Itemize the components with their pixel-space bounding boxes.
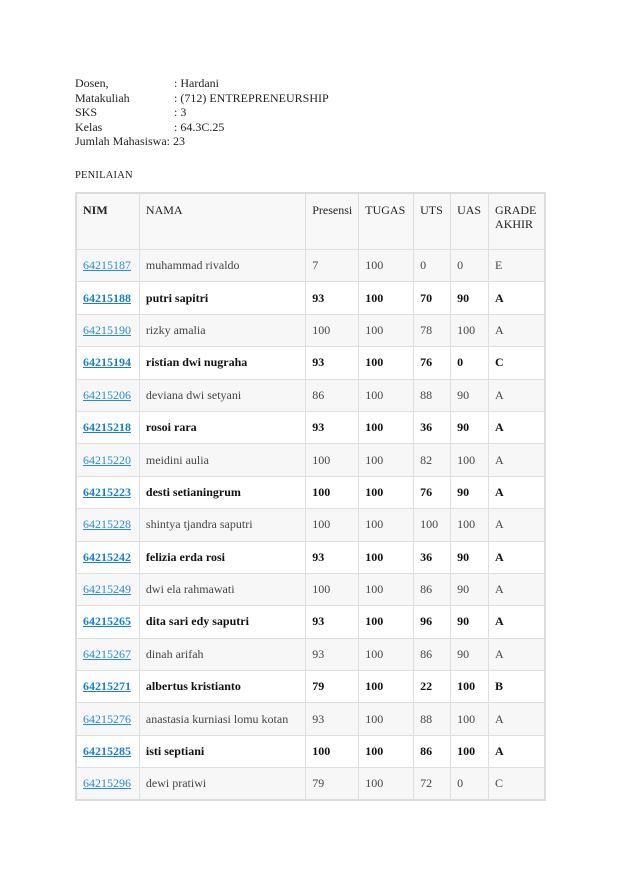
cell-uas: 90 bbox=[451, 282, 489, 314]
nim-link[interactable]: 64215271 bbox=[83, 679, 131, 694]
cell-uts: 72 bbox=[414, 768, 451, 800]
table-row bbox=[76, 476, 545, 508]
cell-tugas: 100 bbox=[359, 735, 414, 767]
cell-presensi: 93 bbox=[306, 541, 359, 573]
nim-link[interactable]: 64215190 bbox=[83, 322, 131, 337]
table-row bbox=[76, 768, 545, 800]
cell-nim bbox=[76, 347, 139, 379]
cell-nama: felizia erda rosi bbox=[139, 541, 305, 573]
cell-nim bbox=[76, 541, 139, 573]
nim-link[interactable]: 64215228 bbox=[83, 517, 131, 532]
matakuliah-label: Matakuliah bbox=[75, 90, 130, 105]
cell-nim bbox=[76, 606, 139, 638]
cell-uts: 86 bbox=[414, 735, 451, 767]
jumlah-value: : 23 bbox=[166, 134, 185, 148]
table-row bbox=[76, 735, 545, 767]
sks-value: : 3 bbox=[174, 105, 187, 119]
cell-uas: 90 bbox=[451, 638, 489, 670]
nim-link[interactable]: 64215223 bbox=[83, 484, 131, 499]
cell-presensi: 86 bbox=[306, 379, 359, 411]
cell-grade: A bbox=[489, 541, 545, 573]
cell-tugas: 100 bbox=[359, 671, 414, 703]
table-row bbox=[76, 379, 545, 411]
cell-uas: 0 bbox=[451, 347, 489, 379]
cell-nama: desti setianingrum bbox=[139, 476, 305, 508]
nim-link[interactable]: 64215218 bbox=[83, 420, 131, 435]
cell-grade: A bbox=[489, 411, 545, 443]
matakuliah-value: : (712) ENTREPRENEURSHIP bbox=[174, 90, 329, 105]
cell-uas: 0 bbox=[451, 768, 489, 800]
cell-nim bbox=[76, 735, 139, 767]
kelas-value: : 64.3C.25 bbox=[174, 119, 225, 134]
cell-uts: 88 bbox=[414, 703, 451, 735]
kelas-label: Kelas bbox=[75, 119, 103, 134]
cell-tugas: 100 bbox=[359, 541, 414, 573]
cell-tugas: 100 bbox=[359, 282, 414, 314]
col-header-presensi: Presensi bbox=[306, 193, 359, 250]
cell-grade: A bbox=[489, 509, 545, 541]
cell-uts: 86 bbox=[414, 638, 451, 670]
cell-presensi: 100 bbox=[306, 573, 359, 605]
cell-uas: 90 bbox=[451, 606, 489, 638]
cell-nim bbox=[76, 282, 139, 314]
cell-nim bbox=[76, 250, 139, 282]
nim-link[interactable]: 64215267 bbox=[83, 646, 131, 661]
cell-nim bbox=[76, 379, 139, 411]
jumlah-label: Jumlah Mahasiswa bbox=[75, 134, 167, 148]
cell-tugas: 100 bbox=[359, 411, 414, 443]
table-row bbox=[76, 444, 545, 476]
cell-nama: ristian dwi nugraha bbox=[139, 347, 305, 379]
table-row bbox=[76, 411, 545, 443]
cell-tugas: 100 bbox=[359, 573, 414, 605]
matakuliah-row bbox=[75, 91, 329, 106]
grades-table bbox=[75, 192, 546, 801]
cell-nama: rizky amalia bbox=[139, 314, 305, 346]
cell-tugas: 100 bbox=[359, 638, 414, 670]
cell-grade: A bbox=[489, 573, 545, 605]
sks-label: SKS bbox=[75, 105, 98, 119]
cell-uts: 100 bbox=[414, 509, 451, 541]
cell-uas: 90 bbox=[451, 573, 489, 605]
col-header-uas: UAS bbox=[451, 193, 489, 250]
cell-nama: dewi pratiwi bbox=[139, 768, 305, 800]
cell-uts: 22 bbox=[414, 671, 451, 703]
cell-uts: 70 bbox=[414, 282, 451, 314]
cell-grade: E bbox=[489, 250, 545, 282]
cell-nim bbox=[76, 573, 139, 605]
cell-uts: 96 bbox=[414, 606, 451, 638]
jumlah-row bbox=[75, 134, 329, 149]
cell-nama: putri sapitri bbox=[139, 282, 305, 314]
cell-tugas: 100 bbox=[359, 444, 414, 476]
nim-link[interactable]: 64215242 bbox=[83, 549, 131, 564]
table-row bbox=[76, 606, 545, 638]
cell-grade: A bbox=[489, 638, 545, 670]
col-header-tugas: TUGAS bbox=[359, 193, 414, 250]
cell-nim bbox=[76, 411, 139, 443]
cell-uas: 100 bbox=[451, 509, 489, 541]
nim-link[interactable]: 64215249 bbox=[83, 582, 131, 597]
cell-grade: A bbox=[489, 379, 545, 411]
cell-presensi: 100 bbox=[306, 314, 359, 346]
col-header-uts: UTS bbox=[414, 193, 451, 250]
nim-link[interactable]: 64215296 bbox=[83, 776, 131, 791]
table-row bbox=[76, 314, 545, 346]
section-title: PENILAIAN bbox=[75, 170, 133, 181]
cell-uas: 0 bbox=[451, 250, 489, 282]
cell-grade: C bbox=[489, 768, 545, 800]
cell-presensi: 100 bbox=[306, 735, 359, 767]
table-row bbox=[76, 347, 545, 379]
nim-link[interactable]: 64215187 bbox=[83, 258, 131, 273]
cell-presensi: 93 bbox=[306, 606, 359, 638]
nim-link[interactable]: 64215194 bbox=[83, 355, 131, 370]
table-header-row bbox=[76, 193, 545, 250]
cell-uas: 100 bbox=[451, 444, 489, 476]
cell-uts: 0 bbox=[414, 250, 451, 282]
nim-link[interactable]: 64215285 bbox=[83, 744, 131, 759]
col-header-nama: NAMA bbox=[139, 193, 305, 250]
cell-uas: 90 bbox=[451, 541, 489, 573]
cell-grade: A bbox=[489, 282, 545, 314]
table-row bbox=[76, 509, 545, 541]
cell-presensi: 93 bbox=[306, 282, 359, 314]
cell-tugas: 100 bbox=[359, 379, 414, 411]
cell-presensi: 93 bbox=[306, 638, 359, 670]
cell-nim bbox=[76, 768, 139, 800]
cell-tugas: 100 bbox=[359, 768, 414, 800]
cell-nim bbox=[76, 509, 139, 541]
cell-tugas: 100 bbox=[359, 509, 414, 541]
cell-nama: albertus kristianto bbox=[139, 671, 305, 703]
cell-presensi: 79 bbox=[306, 671, 359, 703]
cell-nim bbox=[76, 444, 139, 476]
cell-presensi: 100 bbox=[306, 509, 359, 541]
cell-nama: anastasia kurniasi lomu kotan bbox=[139, 703, 305, 735]
cell-nim bbox=[76, 671, 139, 703]
cell-presensi: 79 bbox=[306, 768, 359, 800]
dosen-value: : Hardani bbox=[174, 76, 219, 90]
cell-uas: 90 bbox=[451, 379, 489, 411]
cell-nama: rosoi rara bbox=[139, 411, 305, 443]
table-row bbox=[76, 671, 545, 703]
cell-grade: A bbox=[489, 703, 545, 735]
cell-tugas: 100 bbox=[359, 347, 414, 379]
grades-table-body bbox=[76, 250, 545, 801]
cell-uts: 78 bbox=[414, 314, 451, 346]
table-row bbox=[76, 282, 545, 314]
col-header-grade: GRADE AKHIR bbox=[489, 193, 545, 250]
cell-nama: deviana dwi setyani bbox=[139, 379, 305, 411]
cell-nim bbox=[76, 314, 139, 346]
cell-nama: muhammad rivaldo bbox=[139, 250, 305, 282]
cell-uts: 82 bbox=[414, 444, 451, 476]
cell-tugas: 100 bbox=[359, 703, 414, 735]
table-row bbox=[76, 250, 545, 282]
course-info-header bbox=[75, 76, 329, 149]
nim-link[interactable]: 64215206 bbox=[83, 387, 131, 402]
cell-grade: A bbox=[489, 606, 545, 638]
nim-link[interactable]: 64215265 bbox=[83, 614, 131, 629]
sks-row bbox=[75, 105, 329, 120]
cell-uas: 100 bbox=[451, 703, 489, 735]
cell-uts: 86 bbox=[414, 573, 451, 605]
cell-uts: 36 bbox=[414, 541, 451, 573]
table-row bbox=[76, 638, 545, 670]
cell-uas: 100 bbox=[451, 671, 489, 703]
cell-nama: dwi ela rahmawati bbox=[139, 573, 305, 605]
cell-uts: 76 bbox=[414, 347, 451, 379]
nim-link[interactable]: 64215276 bbox=[83, 711, 131, 726]
cell-tugas: 100 bbox=[359, 250, 414, 282]
cell-nim bbox=[76, 638, 139, 670]
cell-nama: shintya tjandra saputri bbox=[139, 509, 305, 541]
table-row bbox=[76, 573, 545, 605]
dosen-label: Dosen, bbox=[75, 76, 109, 90]
cell-grade: B bbox=[489, 671, 545, 703]
cell-nama: dita sari edy saputri bbox=[139, 606, 305, 638]
cell-grade: A bbox=[489, 476, 545, 508]
nim-link[interactable]: 64215188 bbox=[83, 290, 131, 305]
cell-uts: 76 bbox=[414, 476, 451, 508]
cell-presensi: 93 bbox=[306, 411, 359, 443]
nim-link[interactable]: 64215220 bbox=[83, 452, 131, 467]
cell-nim bbox=[76, 476, 139, 508]
cell-uas: 90 bbox=[451, 411, 489, 443]
cell-nim bbox=[76, 703, 139, 735]
cell-presensi: 7 bbox=[306, 250, 359, 282]
kelas-row bbox=[75, 120, 329, 135]
cell-presensi: 100 bbox=[306, 444, 359, 476]
cell-presensi: 100 bbox=[306, 476, 359, 508]
cell-uas: 90 bbox=[451, 476, 489, 508]
cell-grade: C bbox=[489, 347, 545, 379]
cell-presensi: 93 bbox=[306, 703, 359, 735]
cell-nama: meidini aulia bbox=[139, 444, 305, 476]
table-row bbox=[76, 541, 545, 573]
cell-tugas: 100 bbox=[359, 606, 414, 638]
cell-tugas: 100 bbox=[359, 476, 414, 508]
col-header-nim: NIM bbox=[76, 193, 139, 250]
table-row bbox=[76, 703, 545, 735]
cell-uts: 36 bbox=[414, 411, 451, 443]
dosen-row bbox=[75, 76, 329, 91]
cell-uts: 88 bbox=[414, 379, 451, 411]
cell-uas: 100 bbox=[451, 735, 489, 767]
cell-grade: A bbox=[489, 735, 545, 767]
cell-tugas: 100 bbox=[359, 314, 414, 346]
cell-uas: 100 bbox=[451, 314, 489, 346]
cell-grade: A bbox=[489, 444, 545, 476]
cell-presensi: 93 bbox=[306, 347, 359, 379]
cell-nama: dinah arifah bbox=[139, 638, 305, 670]
cell-nama: isti septiani bbox=[139, 735, 305, 767]
cell-grade: A bbox=[489, 314, 545, 346]
